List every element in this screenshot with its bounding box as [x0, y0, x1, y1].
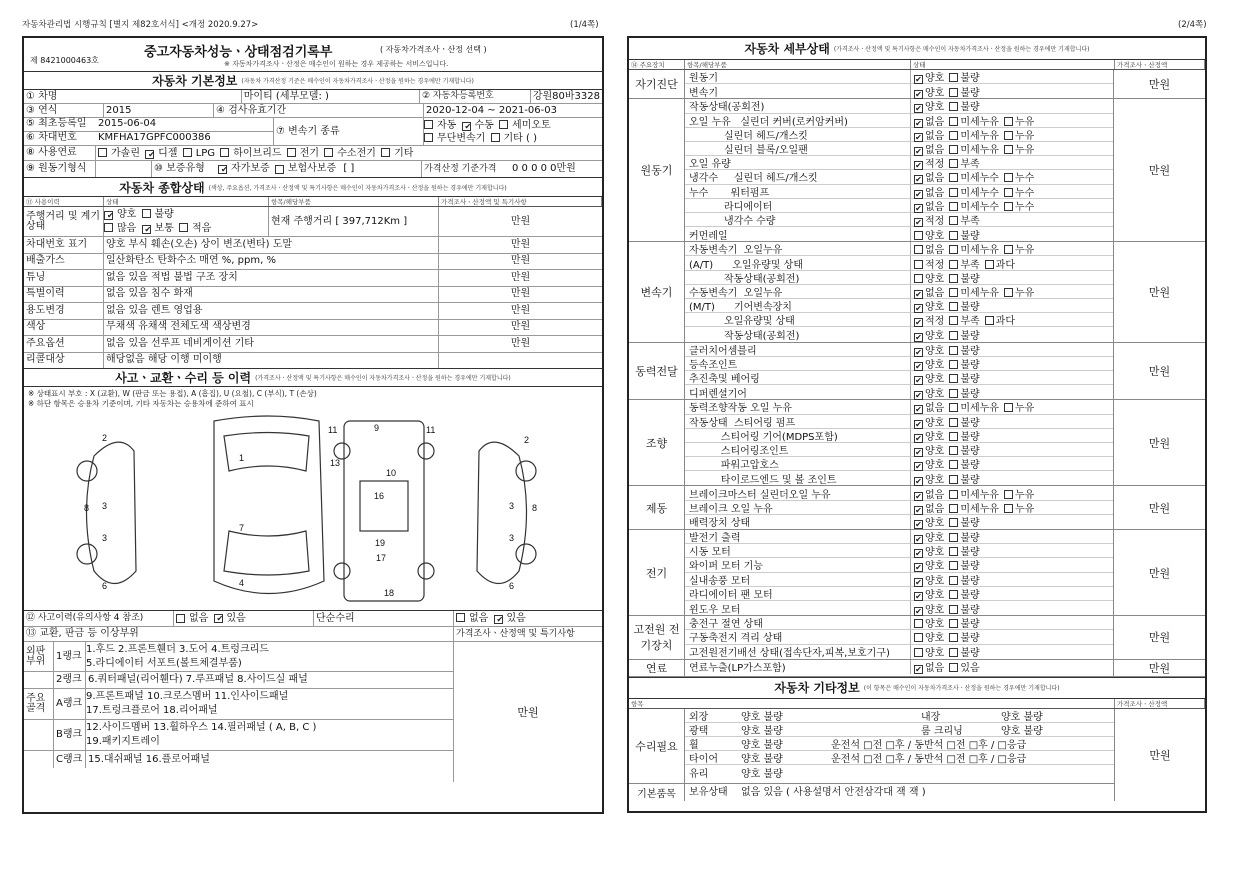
status-option[interactable]: 있음: [949, 659, 979, 674]
status-option[interactable]: ✔ 양호: [914, 356, 944, 371]
status-option[interactable]: 불량: [949, 572, 979, 587]
detail-item: [685, 114, 1113, 128]
simple-repair-label: 단순수리: [314, 611, 454, 626]
group-label: 전기: [629, 530, 685, 615]
item-name: 등속조인트: [685, 357, 911, 370]
inspection-value: 2020-12-04 ~ 2021-06-03: [426, 104, 557, 116]
status-option[interactable]: 미세누유: [949, 486, 999, 501]
base-price-value: 0 0 0 0 0만원: [512, 163, 576, 174]
item-name: 배력장치 상태: [685, 515, 911, 529]
certificate-number: 제 8421000463호: [30, 56, 99, 65]
item-name: 냉각수 실린더 헤드/개스킷: [685, 170, 911, 183]
svg-text:18: 18: [384, 588, 395, 598]
status-option[interactable]: 없음: [914, 241, 944, 256]
item-name: 스티어링 기어(MDPS포함): [685, 429, 911, 442]
status-option[interactable]: 양호: [914, 629, 944, 644]
car-name-label: ① 차명: [24, 90, 242, 103]
detail-item: [685, 415, 1113, 429]
overall-header: 자동차 종합상태 (색상, 주요옵션, 가격조사ㆍ산정액 및 특기사항은 매수인이 자동차가격조사ㆍ산정을 원하는 경우에만 기재합니다): [24, 178, 602, 197]
status-option[interactable]: ✔ 양호: [914, 456, 944, 471]
group-price: 만원: [1113, 343, 1205, 400]
detail-group: [629, 486, 1205, 530]
detail-item: [685, 501, 1113, 515]
transmission-label: ⑦ 변속기 종류: [274, 118, 424, 145]
detail-item: [685, 558, 1113, 572]
fuel-label: ⑧ 사용연료: [24, 146, 96, 160]
detail-item: [685, 70, 1113, 84]
svg-text:10: 10: [386, 468, 397, 478]
status-option[interactable]: 누유: [1004, 113, 1034, 128]
item-name: 구동축전지 격리 상태: [685, 630, 911, 643]
parts-table: 외판 부위 1랭크 1.후드 2.프론트휀더 3.도어 4.트렁크리드 5.라디에이터 서포트(볼트체결부품) 2랭크 6.쿼터패널(리어휀다) 7.루프패널 8.사이드실 패널 주요 골격 A랭크 9.프론트패널 10.크로스멤버 11.인사이드패널 17.트렁크플로어 18.리어패널 B랭크 12.사이드멤버 13.휠하우스 14.필러패널 ( A, B, C ) 19.패키지트레이 C랭크 15.대쉬패널 16.플로어패널 만원: [24, 642, 602, 782]
status-option[interactable]: ✔ 양호: [914, 98, 944, 113]
svg-text:3: 3: [509, 501, 515, 511]
status-option[interactable]: 불량: [949, 327, 979, 342]
status-option[interactable]: 미세누수: [949, 169, 999, 184]
status-option[interactable]: ✔ 양호: [914, 298, 944, 313]
svg-text:8: 8: [84, 503, 90, 513]
status-option[interactable]: 불량: [949, 385, 979, 400]
item-name: 발전기 출력: [685, 530, 911, 543]
status-option[interactable]: 미세누유: [949, 113, 999, 128]
status-option[interactable]: 불량: [949, 370, 979, 385]
item-name: 누수 워터펌프: [685, 185, 911, 198]
svg-text:13: 13: [330, 458, 341, 468]
item-name: 디퍼렌셜기어: [685, 385, 911, 399]
svg-text:11: 11: [426, 425, 436, 435]
detail-item: [685, 544, 1113, 558]
status-option[interactable]: ✔ 양호: [914, 543, 944, 558]
status-option[interactable]: ✔ 양호: [914, 84, 944, 99]
status-option[interactable]: 누유: [1004, 141, 1034, 156]
item-name: (M/T) 기어변속장치: [685, 299, 911, 312]
first-reg-label: ⑤ 최초등록일: [26, 118, 87, 130]
item-name: (A/T) 오일유량및 상태: [685, 256, 911, 269]
status-option[interactable]: 양호: [914, 227, 944, 242]
status-option[interactable]: 불량: [949, 471, 979, 486]
item-name: 수동변속기 오일누유: [685, 285, 911, 298]
item-name: 파워고압호스: [685, 457, 911, 470]
status-option[interactable]: ✔ 양호: [914, 428, 944, 443]
detail-group: [629, 99, 1205, 242]
status-option[interactable]: ✔ 없음: [914, 198, 944, 213]
status-option[interactable]: 불량: [949, 644, 979, 659]
svg-text:11: 11: [328, 425, 338, 435]
detail-groups: [629, 70, 1205, 677]
item-name: 클러치어셈블리: [685, 343, 911, 356]
status-option[interactable]: 불량: [949, 543, 979, 558]
item-name: 실내송풍 모터: [685, 573, 911, 586]
detail-item: [685, 486, 1113, 500]
detail-group: [629, 616, 1205, 660]
item-name: 라디에이터: [685, 199, 911, 212]
svg-text:7: 7: [239, 523, 245, 533]
status-option[interactable]: 양호: [914, 615, 944, 630]
status-option[interactable]: 누수: [1004, 184, 1034, 199]
detail-item: [685, 271, 1113, 285]
status-option[interactable]: 불량: [949, 601, 979, 616]
other-table: 수리필요 외장 양호 불량 내장 양호 불량 광택 양호 불량 룸 크리닝 양호 불량 휠 양호 불량 운전석 □전 □후 / 동반석 □전 □후 / □응급 타이어 양호 불량 운전석 □전 □후 / 동반석 □전 □후 / □응급 유리 양호 불량 기본품목 보유상태 없음 있음 ( 사용설명서 안전삼각대 잭 잭 ) 만원: [629, 709, 1205, 801]
detail-item: [685, 256, 1113, 270]
item-name: 변속기: [685, 84, 911, 98]
parts-label: ⑬ 교환, 판금 등 이상부위: [24, 627, 454, 641]
group-price: 만원: [1113, 400, 1205, 485]
status-option[interactable]: 불량: [949, 456, 979, 471]
item-name: 라디에이터 팬 모터: [685, 587, 911, 600]
svg-text:3: 3: [102, 501, 108, 511]
status-option[interactable]: 미세누유: [949, 399, 999, 414]
status-option[interactable]: 불량: [949, 557, 979, 572]
group-price: 만원: [1113, 99, 1205, 241]
right-page-number: (2/4쪽): [1178, 20, 1207, 30]
item-name: 실린더 블록/오일팬: [685, 142, 911, 155]
status-option[interactable]: ✔ 양호: [914, 414, 944, 429]
status-option[interactable]: 불량: [949, 84, 979, 99]
status-option[interactable]: ✔ 적정: [914, 312, 944, 327]
accident-header: 사고ㆍ교환ㆍ수리 등 이력 (가격조사ㆍ산정액 및 특기사항은 매수인이 자동차가격조사ㆍ산정을 원하는 경우에만 기재합니다): [24, 369, 602, 387]
item-name: 브레이크 오일 누유: [685, 501, 911, 514]
item-name: 와이퍼 모터 기능: [685, 558, 911, 571]
detail-group: [629, 70, 1205, 99]
detail-group: [629, 530, 1205, 616]
svg-text:19: 19: [375, 538, 386, 548]
car-name-value: 마이티 (세부모델: ): [242, 90, 420, 103]
status-option[interactable]: ✔ 없음: [914, 113, 944, 128]
status-option[interactable]: 누수: [1004, 198, 1034, 213]
status-option[interactable]: ✔ 적정: [914, 155, 944, 170]
detail-item: [685, 242, 1113, 256]
accident-legend: ※ 상태표시 부호 : X (교환), W (판금 또는 용접), A (흠집), U (요철), C (부식), T (손상) ※ 하단 항목은 승용차 기준이며, 기타 자동차는 승용차에 준하여 표시: [28, 389, 317, 408]
title-note: ※ 자동차가격조사ㆍ산정은 매수인이 원하는 경우 제공하는 서비스입니다.: [224, 60, 449, 68]
status-option[interactable]: ✔ 없음: [914, 141, 944, 156]
status-option[interactable]: 과다: [985, 256, 1015, 271]
detail-item: [685, 530, 1113, 544]
mileage-value: 현재 주행거리 [ 397,712Km ]: [269, 207, 439, 236]
status-option[interactable]: ✔ 양호: [914, 601, 944, 616]
detail-item: [685, 185, 1113, 199]
status-option[interactable]: 불량: [949, 98, 979, 113]
status-option[interactable]: ✔ 없음: [914, 184, 944, 199]
item-name: 작동상태(공회전): [685, 271, 911, 284]
status-option[interactable]: 누유: [1004, 500, 1034, 515]
first-reg-value: 2015-06-04: [98, 118, 157, 130]
status-option[interactable]: 불량: [949, 227, 979, 242]
status-option[interactable]: ✔ 양호: [914, 370, 944, 385]
status-option[interactable]: 미세누수: [949, 198, 999, 213]
accident-history-label: ⑫ 사고이력(유의사항 4 참조): [24, 611, 174, 626]
status-option[interactable]: 불량: [949, 342, 979, 357]
basic-info-header: 자동차 기본정보 (자동차 가격산정 기준은 매수인이 자동차가격조사ㆍ산정을 원하는 경우에만 기재합니다): [24, 72, 602, 90]
reg-label: ② 자동차등록번호: [420, 90, 531, 103]
other-price: 만원: [1149, 748, 1171, 762]
group-label: 고전원 전기장치: [629, 616, 685, 659]
detail-item: [685, 313, 1113, 327]
car-diagram-svg: [24, 411, 602, 611]
status-option[interactable]: ✔ 양호: [914, 572, 944, 587]
status-option[interactable]: ✔ 양호: [914, 69, 944, 84]
item-name: 시동 모터: [685, 544, 911, 557]
mileage-label: 주행거리 및 계기상태: [24, 207, 104, 236]
status-option[interactable]: 부족: [949, 312, 979, 327]
status-option[interactable]: ✔ 적정: [914, 212, 944, 227]
overall-rows: 차대번호 표기 양호 부식 훼손(오손) 상이 변조(변타) 도말 만원 배출가스 일산화탄소 탄화수소 매연 %, ppm, % 만원 튜닝 없음 있음 적법 불법 구조 장치 만원 특별이력 없음 있음 침수 화재 만원 용도변경 없음 있음 렌트 영업용 만원 색상 무채색 유채색 전체도색 색상변경 만원 주요옵션 없음 있음 선루프 네비게이션 기타 만원 리콜대상 해당없음 해당 이행 미이행: [24, 237, 602, 369]
status-option[interactable]: 부족: [949, 212, 979, 227]
parts-price: 만원: [517, 706, 539, 719]
detail-item: [685, 630, 1113, 644]
status-option[interactable]: 불량: [949, 414, 979, 429]
left-form-header: 자동차관리법 시행규칙 [별지 제82호서식] <개정 2020.9.27>: [22, 20, 259, 30]
inspection-label: ④ 검사유효기간: [214, 104, 424, 117]
status-option[interactable]: 불량: [949, 428, 979, 443]
status-option[interactable]: ✔ 없음: [914, 169, 944, 184]
title-option: ( 자동차가격조사ㆍ산정 선택 ): [380, 45, 487, 54]
detail-item: [685, 199, 1113, 213]
detail-group: [629, 400, 1205, 486]
status-option[interactable]: 미세누유: [949, 241, 999, 256]
detail-item: [685, 429, 1113, 443]
status-option[interactable]: 불량: [949, 514, 979, 529]
status-option[interactable]: 누유: [1004, 127, 1034, 142]
detail-group: [629, 242, 1205, 342]
detail-item: [685, 299, 1113, 313]
status-option[interactable]: 불량: [949, 615, 979, 630]
detail-item: [685, 327, 1113, 341]
status-option[interactable]: 적정: [914, 256, 944, 271]
svg-text:2: 2: [102, 433, 108, 443]
status-option[interactable]: ✔ 양호: [914, 327, 944, 342]
status-option[interactable]: 미세누유: [949, 500, 999, 515]
group-label: 연료: [629, 660, 685, 676]
item-name: 동력조향작동 오일 누유: [685, 400, 911, 413]
status-option[interactable]: ✔ 없음: [914, 659, 944, 674]
status-option[interactable]: ✔ 양호: [914, 557, 944, 572]
item-name: 스티어링조인트: [685, 443, 911, 456]
detail-item: [685, 357, 1113, 371]
svg-text:4: 4: [239, 578, 245, 588]
group-price: 만원: [1113, 486, 1205, 529]
status-option[interactable]: ✔ 양호: [914, 385, 944, 400]
svg-text:16: 16: [374, 491, 385, 501]
item-name: 자동변속기 오일누유: [685, 242, 911, 255]
item-name: 타이로드엔드 및 볼 조인트: [685, 471, 911, 485]
status-option[interactable]: ✔ 양호: [914, 586, 944, 601]
item-name: 추진축및 베어링: [685, 371, 911, 384]
item-name: 브레이크마스터 실린더오일 누유: [685, 486, 911, 499]
status-option[interactable]: 과다: [985, 312, 1015, 327]
detail-item: [685, 443, 1113, 457]
status-option[interactable]: 누유: [1004, 399, 1034, 414]
detail-item: [685, 385, 1113, 399]
item-name: 실린더 헤드/개스킷: [685, 128, 911, 141]
item-name: 작동상태 스티어링 펌프: [685, 415, 911, 428]
status-option[interactable]: 양호: [914, 644, 944, 659]
item-name: 고전원전기배선 상태(접속단자,피복,보호기구): [685, 645, 911, 659]
detail-item: [685, 84, 1113, 98]
detail-item: [685, 400, 1113, 414]
detail-item: [685, 573, 1113, 587]
svg-text:9: 9: [374, 423, 380, 433]
detail-item: [685, 515, 1113, 529]
left-sheet: 중고자동차성능ㆍ상태점검기록부 ( 자동차가격조사ㆍ산정 선택 ) 제 8421000463호 ※ 자동차가격조사ㆍ산정은 매수인이 원하는 경우 제공하는 서비스입니다. 자동차 기본정보 (자동차 가격산정 기준은 매수인이 자동차가격조사ㆍ산정을 원하는 경우에만 기재합니다) ① 차명 마이티 (세부모델: ) ② 자동차등록번호 강원80바3328 ③ 연식 2015 ④ 검사유효기간 2020-12-04 ~ 2021-06-03 ⑤ 최초등록일 2015-06-04 ⑥ 차대번호 KMFHA17GPFC000386 ⑦ 변속기 종류 자동 ✔ 수동 세미오토 무단변속기 기타 ( ) ⑧ 사용연료 가솔린 ✔ 디젤 LPG 하이브리드 전기 수소전기 기타 ⑨ 원동기형식 ⑩ 보증유형 ✔ 자가보증 보험사보증 [ ] 가격산정 기준가격 0 0 0 0 0만원 자동차 종합상태 (색상, 주요옵션, 가격조사ㆍ산정액 및 특기사항은 매수인이 자동차가격조사ㆍ산정을 원하는 경우에만 기재합니다) ⑪ 사용이력 상태 항목/해당부품 가격조사ㆍ산정액 및 특기사항 주행거리 및 계기상태 ✔양호 불량 많음 ✔ 보통 적음 현재 주행거리 [ 397,712Km ] 만원 차대번호 표기 양호 부식 훼손(오손) 상이 변조(변타) 도말 만원 배출가스 일산화탄소 탄화수소 매연 %, ppm, % 만원 튜닝 없음 있음 적법 불법 구조 장치 만원 특별이력 없음 있음 침수 화재 만원 용도변경 없음 있음 렌트 영업용 만원 색상 무채색 유채색 전체도색 색상변경 만원 주요옵션 없음 있음 선루프 네비게이션 기타 만원 리콜대상 해당없음 해당 이행 미이행 사고ㆍ교환ㆍ수리 등 이력 (가격조사ㆍ산정액 및 특기사항은 매수인이 자동차가격조사ㆍ산정을 원하는 경우에만 기재합니다) ※ 상태표시 부호 : X (교환), W (판금 또는 용접), A (흠집), U (요철), C (부식), T (손상) ※ 하단 항목은 승용차 기준이며, 기타 자동차는 승용차에 준하여 표시 1 7 4 3 3 8 6 2 9 11 11 13 10 16 17 18 19 3 3 2 6 8 ⑫ 사고이력(유의사항 4 참조) 없음 ✔ 있음 단순수리 없음 ✔ 있음 ⑬ 교환, 판금 등 이상부위 가격조사ㆍ산정액 및 특기사항 외판 부위 1랭크 1.후드 2.프론트휀더 3.도어 4.트렁크리드 5.라디에이터 서포트(볼트체결부품) 2랭크 6.쿼터패널(리어휀다) 7.루프패널 8.사이드실 패널 주요 골격 A랭크 9.프론트패널 10.크로스멤버 11.인사이드패널 17.트렁크플로어 18.리어패널 B랭크 12.사이드멤버 13.휠하우스 14.필러패널 ( A, B, C ) 19.패키지트레이 C랭크 15.대쉬패널 16.플로어패널 만원: [22, 36, 604, 814]
detail-item: [685, 128, 1113, 142]
manual-option: 수동: [474, 119, 494, 131]
status-option[interactable]: 불량: [949, 629, 979, 644]
group-label: 조향: [629, 400, 685, 485]
item-name: 작동상태(공회전): [685, 99, 911, 112]
fuel-options: 가솔린 ✔ 디젤 LPG 하이브리드 전기 수소전기 기타: [96, 148, 417, 159]
detail-item: [685, 616, 1113, 630]
status-option[interactable]: 누유: [1004, 284, 1034, 299]
svg-text:1: 1: [239, 453, 245, 463]
status-option[interactable]: 불량: [949, 69, 979, 84]
svg-text:6: 6: [509, 581, 515, 591]
detail-item: [685, 471, 1113, 485]
svg-text:2: 2: [524, 435, 530, 445]
status-option[interactable]: 미세누유: [949, 284, 999, 299]
detail-group: [629, 343, 1205, 401]
status-option[interactable]: 누유: [1004, 241, 1034, 256]
detail-item: [685, 213, 1113, 227]
group-label: 변속기: [629, 242, 685, 341]
detail-item: [685, 457, 1113, 471]
detail-item: [685, 285, 1113, 299]
status-option[interactable]: 불량: [949, 586, 979, 601]
vin-value: KMFHA17GPFC000386: [98, 132, 211, 144]
item-name: 연료누출(LP가스포함): [685, 660, 911, 674]
status-option[interactable]: ✔ 없음: [914, 284, 944, 299]
status-option[interactable]: ✔ 양호: [914, 514, 944, 529]
group-price: 만원: [1113, 70, 1205, 98]
group-price: 만원: [1113, 616, 1205, 659]
status-option[interactable]: ✔ 양호: [914, 442, 944, 457]
item-name: 오일 누유 실린더 커버(로커암커버): [685, 114, 911, 127]
status-option[interactable]: 미세누유: [949, 127, 999, 142]
item-name: 오일 유량: [685, 156, 911, 169]
status-option[interactable]: 불량: [949, 270, 979, 285]
detail-item: [685, 601, 1113, 615]
car-diagram: [24, 411, 602, 611]
status-option[interactable]: 미세누유: [949, 141, 999, 156]
detail-item: [685, 99, 1113, 113]
detail-group: [629, 660, 1205, 677]
status-option[interactable]: 불량: [949, 298, 979, 313]
group-label: 자기진단: [629, 70, 685, 98]
year-label: ③ 연식: [24, 104, 104, 117]
item-name: 냉각수 수량: [685, 213, 911, 226]
group-label: 제동: [629, 486, 685, 529]
status-option[interactable]: 미세누수: [949, 184, 999, 199]
detail-header: 자동차 세부상태 (가격조사ㆍ산정액 및 특기사항은 매수인이 자동차가격조사ㆍ산정을 원하는 경우에만 기재합니다): [629, 38, 1205, 60]
status-option[interactable]: ✔ 양호: [914, 529, 944, 544]
item-name: 윈도우 모터: [685, 601, 911, 615]
left-page-number: (1/4쪽): [570, 20, 599, 30]
status-option[interactable]: 부족: [949, 256, 979, 271]
detail-item: [685, 645, 1113, 659]
motor-label: ⑨ 원동기형식: [24, 161, 96, 177]
item-name: 충전구 절연 상태: [685, 616, 911, 629]
status-option[interactable]: 누수: [1004, 169, 1034, 184]
svg-text:8: 8: [532, 503, 538, 513]
status-option[interactable]: 누유: [1004, 486, 1034, 501]
svg-text:6: 6: [102, 581, 108, 591]
base-price-label: 가격산정 기준가격: [424, 163, 497, 174]
status-option[interactable]: ✔ 없음: [914, 127, 944, 142]
item-name: 커먼레일: [685, 227, 911, 241]
detail-item: [685, 660, 1113, 674]
status-option[interactable]: ✔ 없음: [914, 399, 944, 414]
status-option[interactable]: ✔ 없음: [914, 500, 944, 515]
status-option[interactable]: 부족: [949, 155, 979, 170]
svg-text:3: 3: [102, 533, 108, 543]
item-name: 원동기: [685, 70, 911, 83]
group-label: 동력전달: [629, 343, 685, 400]
warranty-label: ⑩ 보증유형: [154, 163, 205, 174]
status-option[interactable]: 불량: [949, 529, 979, 544]
status-option[interactable]: 불량: [949, 356, 979, 371]
item-name: 오일유량및 상태: [685, 313, 911, 326]
detail-item: [685, 343, 1113, 357]
detail-item: [685, 371, 1113, 385]
reg-value: 강원80바3328: [532, 90, 600, 102]
right-sheet: 자동차 세부상태 (가격조사ㆍ산정액 및 특기사항은 매수인이 자동차가격조사ㆍ산정을 원하는 경우에만 기재합니다) ⑭ 주요장치 항목/해당부품 상태 가격조사ㆍ산정액 자기진단 원동기 ✔ 양호 불량 변속기 ✔ 양호 불량 만원 원동기 작동상태(공회전) ✔ 양호 불량 오일 누유 실린더 커버(로커암커버) ✔ 없음 미세누유 누유 실린더 헤드/개스킷 ✔ 없음 미세누유 누유 실린더 블록/오일팬 ✔ 없음 미세누유 누유 오일 유량 ✔ 적정 부족 냉각수 실린더 헤드/개스킷 ✔ 없음 미세누수 누수 누수 워터펌프 ✔ 없음 미세누수 누수 라디에이터 ✔ 없음 미세누수 누수 냉각수 수량 ✔ 적정 부족 커먼레일 양호 불량 만원 변속기 자동변속기 오일누유 없음 미세누유 누유 (A/T) 오일유량및 상태 적정 부족 과다 작동상태(공회전) 양호 불량 수동변속기 오일누유 ✔ 없음 미세누유 누유 (M/T) 기어변속장치 ✔ 양호 불량 오일유량및 상태 ✔ 적정 부족 과다 작동상태(공회전) ✔ 양호 불량 만원 동력전달 클러치어셈블리 ✔ 양호 불량 등속조인트 ✔ 양호 불량 추진축및 베어링 ✔ 양호 불량 디퍼렌셜기어 ✔ 양호 불량 만원 조향 동력조향작동 오일 누유 ✔ 없음 미세누유 누유 작동상태 스티어링 펌프 ✔ 양호 불량 스티어링 기어(MDPS포함) ✔ 양호 불량 스티어링조인트 ✔ 양호 불량 파워고압호스 ✔ 양호 불량 타이로드엔드 및 볼 조인트 ✔ 양호 불량 만원 제동 브레이크마스터 실린더오일 누유 ✔ 없음 미세누유 누유 브레이크 오일 누유 ✔ 없음 미세누유 누유 배력장치 상태 ✔ 양호 불량 만원 전기 발전기 출력 ✔ 양호 불량 시동 모터 ✔ 양호 불량 와이퍼 모터 기능 ✔ 양호 불량 실내송풍 모터 ✔ 양호 불량 라디에이터 팬 모터 ✔ 양호 불량 윈도우 모터 ✔ 양호 불량 만원 고전원 전기장치 충전구 절연 상태 양호 불량 구동축전지 격리 상태 양호 불량 고전원전기배선 상태(접속단자,피복,보호기구) 양호 불량 만원 연료 연료누출(LP가스포함) ✔ 없음 있음 만원 자동차 기타정보 (이 항목은 매수인이 자동차가격조사ㆍ산정을 원하는 경우에만 기재합니다) 항목 가격조사ㆍ산정액 수리필요 외장 양호 불량 내장 양호 불량 광택 양호 불량 룸 크리닝 양호 불량 휠 양호 불량 운전석 □전 □후 / 동반석 □전 □후 / □응급 타이어 양호 불량 운전석 □전 □후 / 동반석 □전 □후 / □응급 유리 양호 불량 기본품목 보유상태 없음 있음 ( 사용설명서 안전삼각대 잭 잭 ) 만원: [627, 36, 1207, 813]
detail-item: [685, 587, 1113, 601]
group-price: 만원: [1113, 530, 1205, 615]
year-value: 2015: [104, 104, 214, 117]
status-option[interactable]: 양호: [914, 270, 944, 285]
status-option[interactable]: 불량: [949, 442, 979, 457]
other-header: 자동차 기타정보 (이 항목은 매수인이 자동차가격조사ㆍ산정을 원하는 경우에만 기재합니다): [629, 677, 1205, 699]
detail-item: [685, 142, 1113, 156]
item-name: 작동상태(공회전): [685, 327, 911, 341]
status-option[interactable]: ✔ 없음: [914, 486, 944, 501]
group-price: 만원: [1113, 242, 1205, 341]
detail-item: [685, 156, 1113, 170]
status-option[interactable]: ✔ 양호: [914, 471, 944, 486]
status-option[interactable]: ✔ 양호: [914, 342, 944, 357]
vin-label: ⑥ 차대번호: [26, 132, 77, 144]
detail-item: [685, 227, 1113, 241]
detail-item: [685, 170, 1113, 184]
svg-text:3: 3: [509, 533, 515, 543]
group-label: 원동기: [629, 99, 685, 241]
group-price: 만원: [1113, 660, 1205, 676]
svg-text:17: 17: [376, 553, 387, 563]
form-title: 중고자동차성능ㆍ상태점검기록부: [144, 45, 333, 60]
